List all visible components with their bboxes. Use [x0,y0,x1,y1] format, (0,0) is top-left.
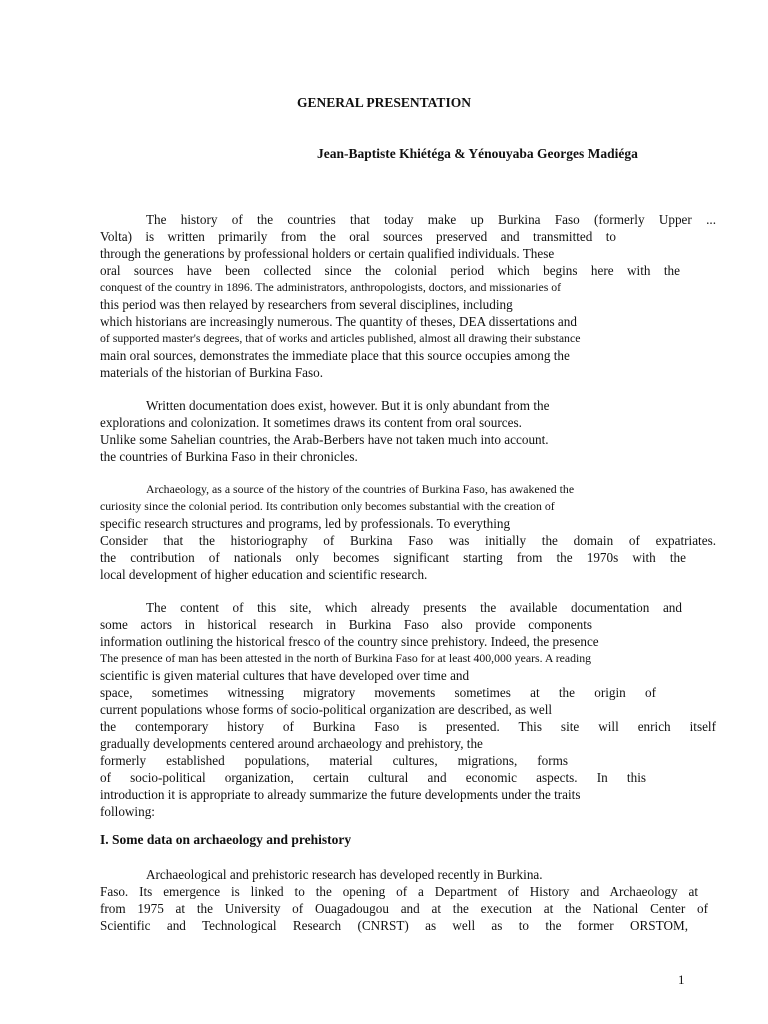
paragraph-line: materials of the historian of Burkina Faso. [100,365,324,380]
paragraph-line: The content of this site, which already presents the available documentation and [146,600,682,615]
paragraph-line: Scientific and Technological Research (CNRST) as well as to the former ORSTOM, [100,918,688,933]
paragraph-line: gradually developments centered around archaeology and prehistory, the [100,736,483,751]
paragraph-line: conquest of the country in 1896. The administrators, anthropologists, doctors, and missionaries of [100,280,562,294]
paragraph-line: which historians are increasingly numerous. The quantity of theses, DEA dissertations and [100,314,577,329]
paragraph-line: current populations whose forms of socio-political organization are described, as well [100,702,553,717]
paragraph-line: information outlining the historical fresco of the country since prehistory. Indeed, the presence [100,634,599,649]
paragraph-line: main oral sources, demonstrates the immediate place that this source occupies among the [100,348,570,363]
paragraph-line: from 1975 at the University of Ouagadougou and at the execution at the National Center of [100,901,708,916]
paragraph-line: Faso. Its emergence is linked to the opening of a Department of History and Archaeology at [100,884,698,899]
authors-line: Jean-Baptiste Khiétéga & Yénouyaba Georges Madiéga [317,146,638,161]
paragraph-line: some actors in historical research in Burkina Faso also provide components [100,617,592,632]
paragraph-line: Volta) is written primarily from the oral sources preserved and transmitted to [100,229,616,244]
paragraph-line: The presence of man has been attested in the north of Burkina Faso for at least 400,000 years. A reading [100,651,592,665]
paragraph-line: oral sources have been collected since the colonial period which begins here with the [100,263,680,278]
paragraph-line: Unlike some Sahelian countries, the Arab-Berbers have not taken much into account. [100,432,549,447]
paragraph-line: this period was then relayed by researchers from several disciplines, including [100,297,513,312]
paragraph-line: of socio-political organization, certain cultural and economic aspects. In this [100,770,646,785]
paragraph-line: Archaeological and prehistoric research has developed recently in Burkina. [146,867,543,882]
paragraph-line: curiosity since the colonial period. Its contribution only becomes substantial with the creation of [100,499,555,513]
paragraph-line: space, sometimes witnessing migratory movements sometimes at the origin of [100,685,656,700]
paragraph-line: through the generations by professional holders or certain qualified individuals. These [100,246,555,261]
paragraph-line: formerly established populations, material cultures, migrations, forms [100,753,568,768]
paragraph-line: Written documentation does exist, however. But it is only abundant from the [146,398,550,413]
page-number: 1 [678,972,685,987]
page-title: GENERAL PRESENTATION [297,95,471,110]
paragraph-line: Consider that the historiography of Burkina Faso was initially the domain of expatriates. [100,533,716,548]
paragraph-line: the countries of Burkina Faso in their chronicles. [100,449,358,464]
section-heading: I. Some data on archaeology and prehistory [100,832,352,847]
paragraph-line: specific research structures and programs, led by professionals. To everything [100,516,511,531]
paragraph-line: local development of higher education and scientific research. [100,567,428,582]
paragraph-line: Archaeology, as a source of the history of the countries of Burkina Faso, has awakened the [146,482,575,496]
paragraph-line: scientific is given material cultures that have developed over time and [100,668,470,683]
paragraph-line: introduction it is appropriate to already summarize the future developments under the traits [100,787,581,802]
paragraph-line: the contribution of nationals only becomes significant starting from the 1970s with the [100,550,686,565]
paragraph-line: the contemporary history of Burkina Faso is presented. This site will enrich itself [100,719,716,734]
paragraph-line: explorations and colonization. It sometimes draws its content from oral sources. [100,415,522,430]
paragraph-line: following: [100,804,155,819]
paragraph-line: The history of the countries that today make up Burkina Faso (formerly Upper ... [146,212,716,227]
paragraph-line: of supported master's degrees, that of works and articles published, almost all drawing their substance [100,331,581,345]
